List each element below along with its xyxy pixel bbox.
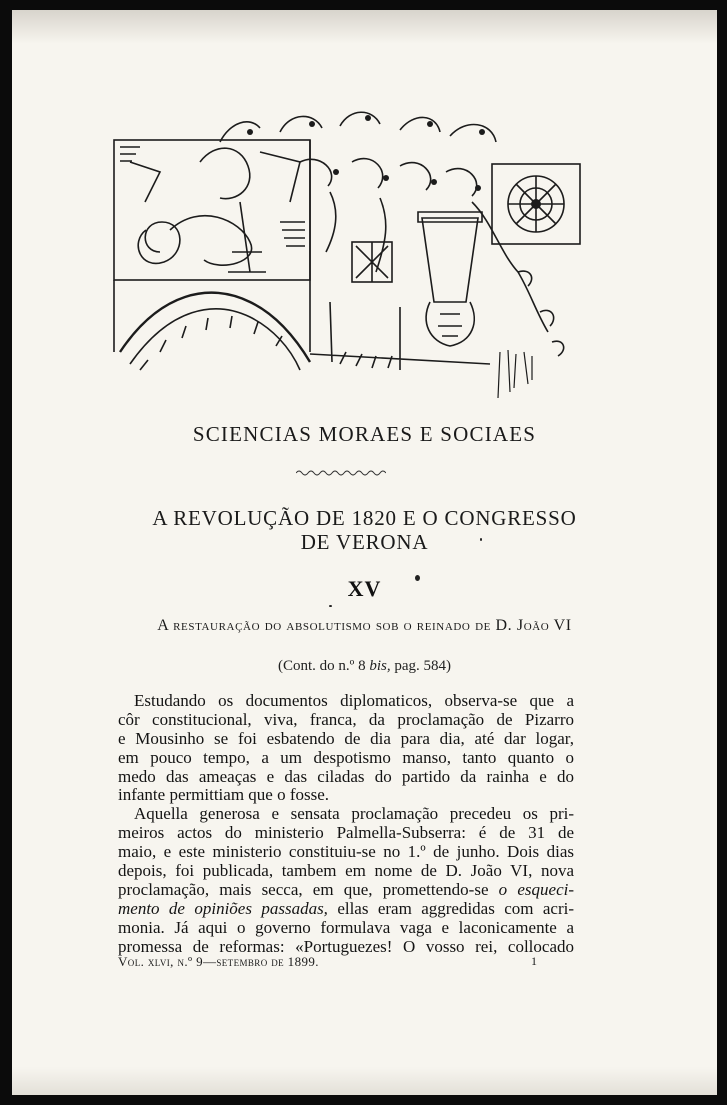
body-line: medo das ameaças e das ciladas do partido da rainha e do	[118, 766, 574, 786]
body-line-text: proclamação, mais secca, em que, promettendo-se	[118, 879, 499, 899]
signature-mark: 1	[531, 954, 537, 968]
continuation-italic: bis,	[369, 658, 391, 674]
emphasis-text: mento de opiniões passadas,	[118, 898, 328, 918]
body-line: côr constitucional, viva, franca, da proclamação de Pizarro	[118, 709, 574, 729]
article-title-line-2: DE VERONA	[300, 530, 429, 554]
journal-page	[12, 10, 717, 1095]
ornamental-headpiece-illustration	[100, 102, 582, 398]
body-line: monia. Já aqui o governo formulava vaga e laconicamente a	[118, 917, 574, 937]
body-line: depois, foi publicada, tambem em nome de D. João VI, nova	[118, 861, 574, 881]
chapter-number: XV	[347, 576, 382, 601]
continuation-note	[12, 658, 717, 675]
body-line: meiros actos do ministerio Palmella-Subserra: é de 31 de	[118, 823, 574, 843]
body-line-text: ellas eram aggredidas com acri-	[327, 898, 575, 918]
article-body	[118, 692, 574, 956]
ink-speck	[415, 575, 420, 581]
continuation-suffix: pag. 584)	[390, 658, 451, 674]
ink-speck	[329, 605, 332, 607]
continuation-prefix: (Cont. do n.º 8	[278, 658, 370, 674]
body-line: em pouco tempo, a um despotismo manso, tanto quanto o	[118, 747, 574, 767]
body-line: maio, e este ministerio constituiu-se no 1.º de junho. Dois dias	[118, 842, 574, 862]
body-line: e Mousinho se foi esbatendo de dia para dia, até dar logar,	[118, 728, 574, 748]
body-line: promessa de reformas: «Portuguezes! O vosso rei, collocado	[118, 936, 574, 956]
body-line	[118, 881, 574, 900]
body-line: Estudando os documentos diplomaticos, observa-se que a	[134, 691, 574, 710]
body-line: infante permittiam que o fosse.	[118, 785, 330, 805]
article-title	[12, 506, 717, 554]
wavy-rule-ornament	[296, 468, 386, 478]
section-heading: SCIENCIAS MORAES E SOCIAES	[192, 422, 537, 446]
emphasis-text: o esqueci-	[498, 879, 574, 899]
article-title-line-1: A REVOLUÇÃO DE 1820 E O CONGRESSO	[152, 506, 577, 530]
ink-speck	[480, 538, 482, 541]
body-line: Aquella generosa e sensata proclamação precedeu os pri-	[134, 804, 574, 824]
volume-footer: Vol. xlvi, n.º 9—setembro de 1899.	[118, 954, 319, 969]
body-line	[118, 900, 574, 919]
chapter-subtitle: A restauração do absolutismo sob o reinado de D. João VI	[157, 617, 572, 634]
